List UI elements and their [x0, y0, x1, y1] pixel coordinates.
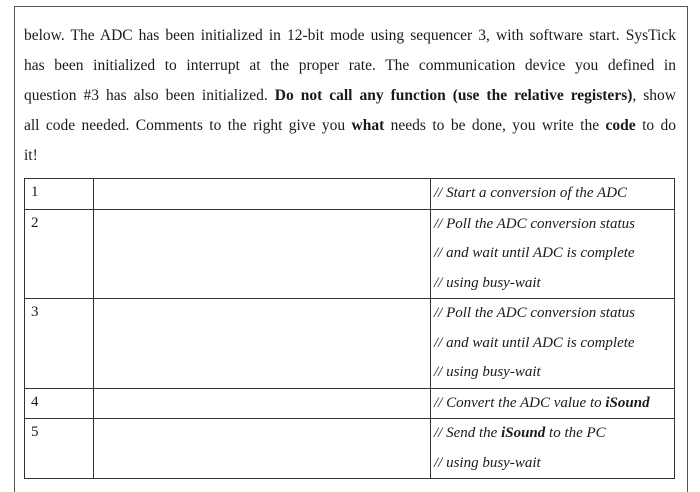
row-number: 4 [25, 388, 94, 419]
code-cell[interactable] [94, 209, 431, 299]
row-number: 5 [25, 419, 94, 479]
row-number: 1 [25, 179, 94, 210]
table-row [25, 419, 675, 479]
comment-line: // and wait until ADC is complete [434, 334, 635, 351]
paragraph-line-4 [24, 111, 676, 141]
comment-line: // Poll the ADC conversion status [434, 305, 635, 321]
comment-line: // using busy-wait [434, 274, 541, 291]
line3-tail: , show [632, 87, 676, 104]
comment-line: // using busy-wait [434, 364, 541, 380]
comment-bold-variable: iSound [605, 394, 650, 411]
comment-cell [431, 419, 675, 479]
paragraph-line-2: has been initialized to interrupt at the proper rate. The communication device you defined in [24, 57, 676, 74]
table-row [25, 299, 675, 389]
comment-text-tail: to the PC [549, 425, 606, 441]
paragraph-line-3 [24, 81, 676, 111]
comment-cell [431, 299, 675, 389]
line4-text-b: needs to be done, you write the [390, 117, 600, 134]
comment-cell [431, 209, 675, 299]
paragraph-line-5: it! [24, 147, 38, 164]
question-paragraph [24, 21, 676, 171]
line4-bold-code: code [605, 117, 636, 134]
comment-cell [431, 179, 675, 210]
line3-text: question #3 has also been initialized. [24, 87, 268, 104]
paragraph-line-1: below. The ADC has been initialized in 12-bit mode using sequencer 3, with software start. SysTick [24, 27, 676, 44]
line3-bold-instruction: Do not call any function (use the relative registers) [274, 87, 633, 104]
comment-text: // Send the [434, 425, 498, 441]
comment-line: // Start a conversion of the ADC [434, 185, 628, 201]
table-row [25, 388, 675, 419]
code-cell[interactable] [94, 179, 431, 210]
comment-line [434, 419, 674, 449]
code-cell[interactable] [94, 419, 431, 479]
code-cell[interactable] [94, 299, 431, 389]
table-row [25, 209, 675, 299]
code-cell[interactable] [94, 388, 431, 419]
comment-cell [431, 388, 675, 419]
table-row [25, 179, 675, 210]
line4-bold-what: what [351, 117, 385, 134]
comment-bold-variable: iSound [501, 425, 546, 441]
document-page [14, 6, 688, 492]
comment-line: // Poll the ADC conversion status [434, 215, 635, 232]
line4-text-c: to do [642, 117, 677, 134]
comment-line: // using busy-wait [434, 454, 541, 471]
comment-line: // and wait until ADC is complete [434, 245, 635, 261]
comment-line [434, 389, 674, 419]
comment-text: // Convert the ADC value to [434, 394, 602, 411]
line4-text-a: all code needed. Comments to the right give you [24, 117, 346, 134]
code-table [24, 178, 675, 479]
row-number: 2 [25, 209, 94, 299]
row-number: 3 [25, 299, 94, 389]
